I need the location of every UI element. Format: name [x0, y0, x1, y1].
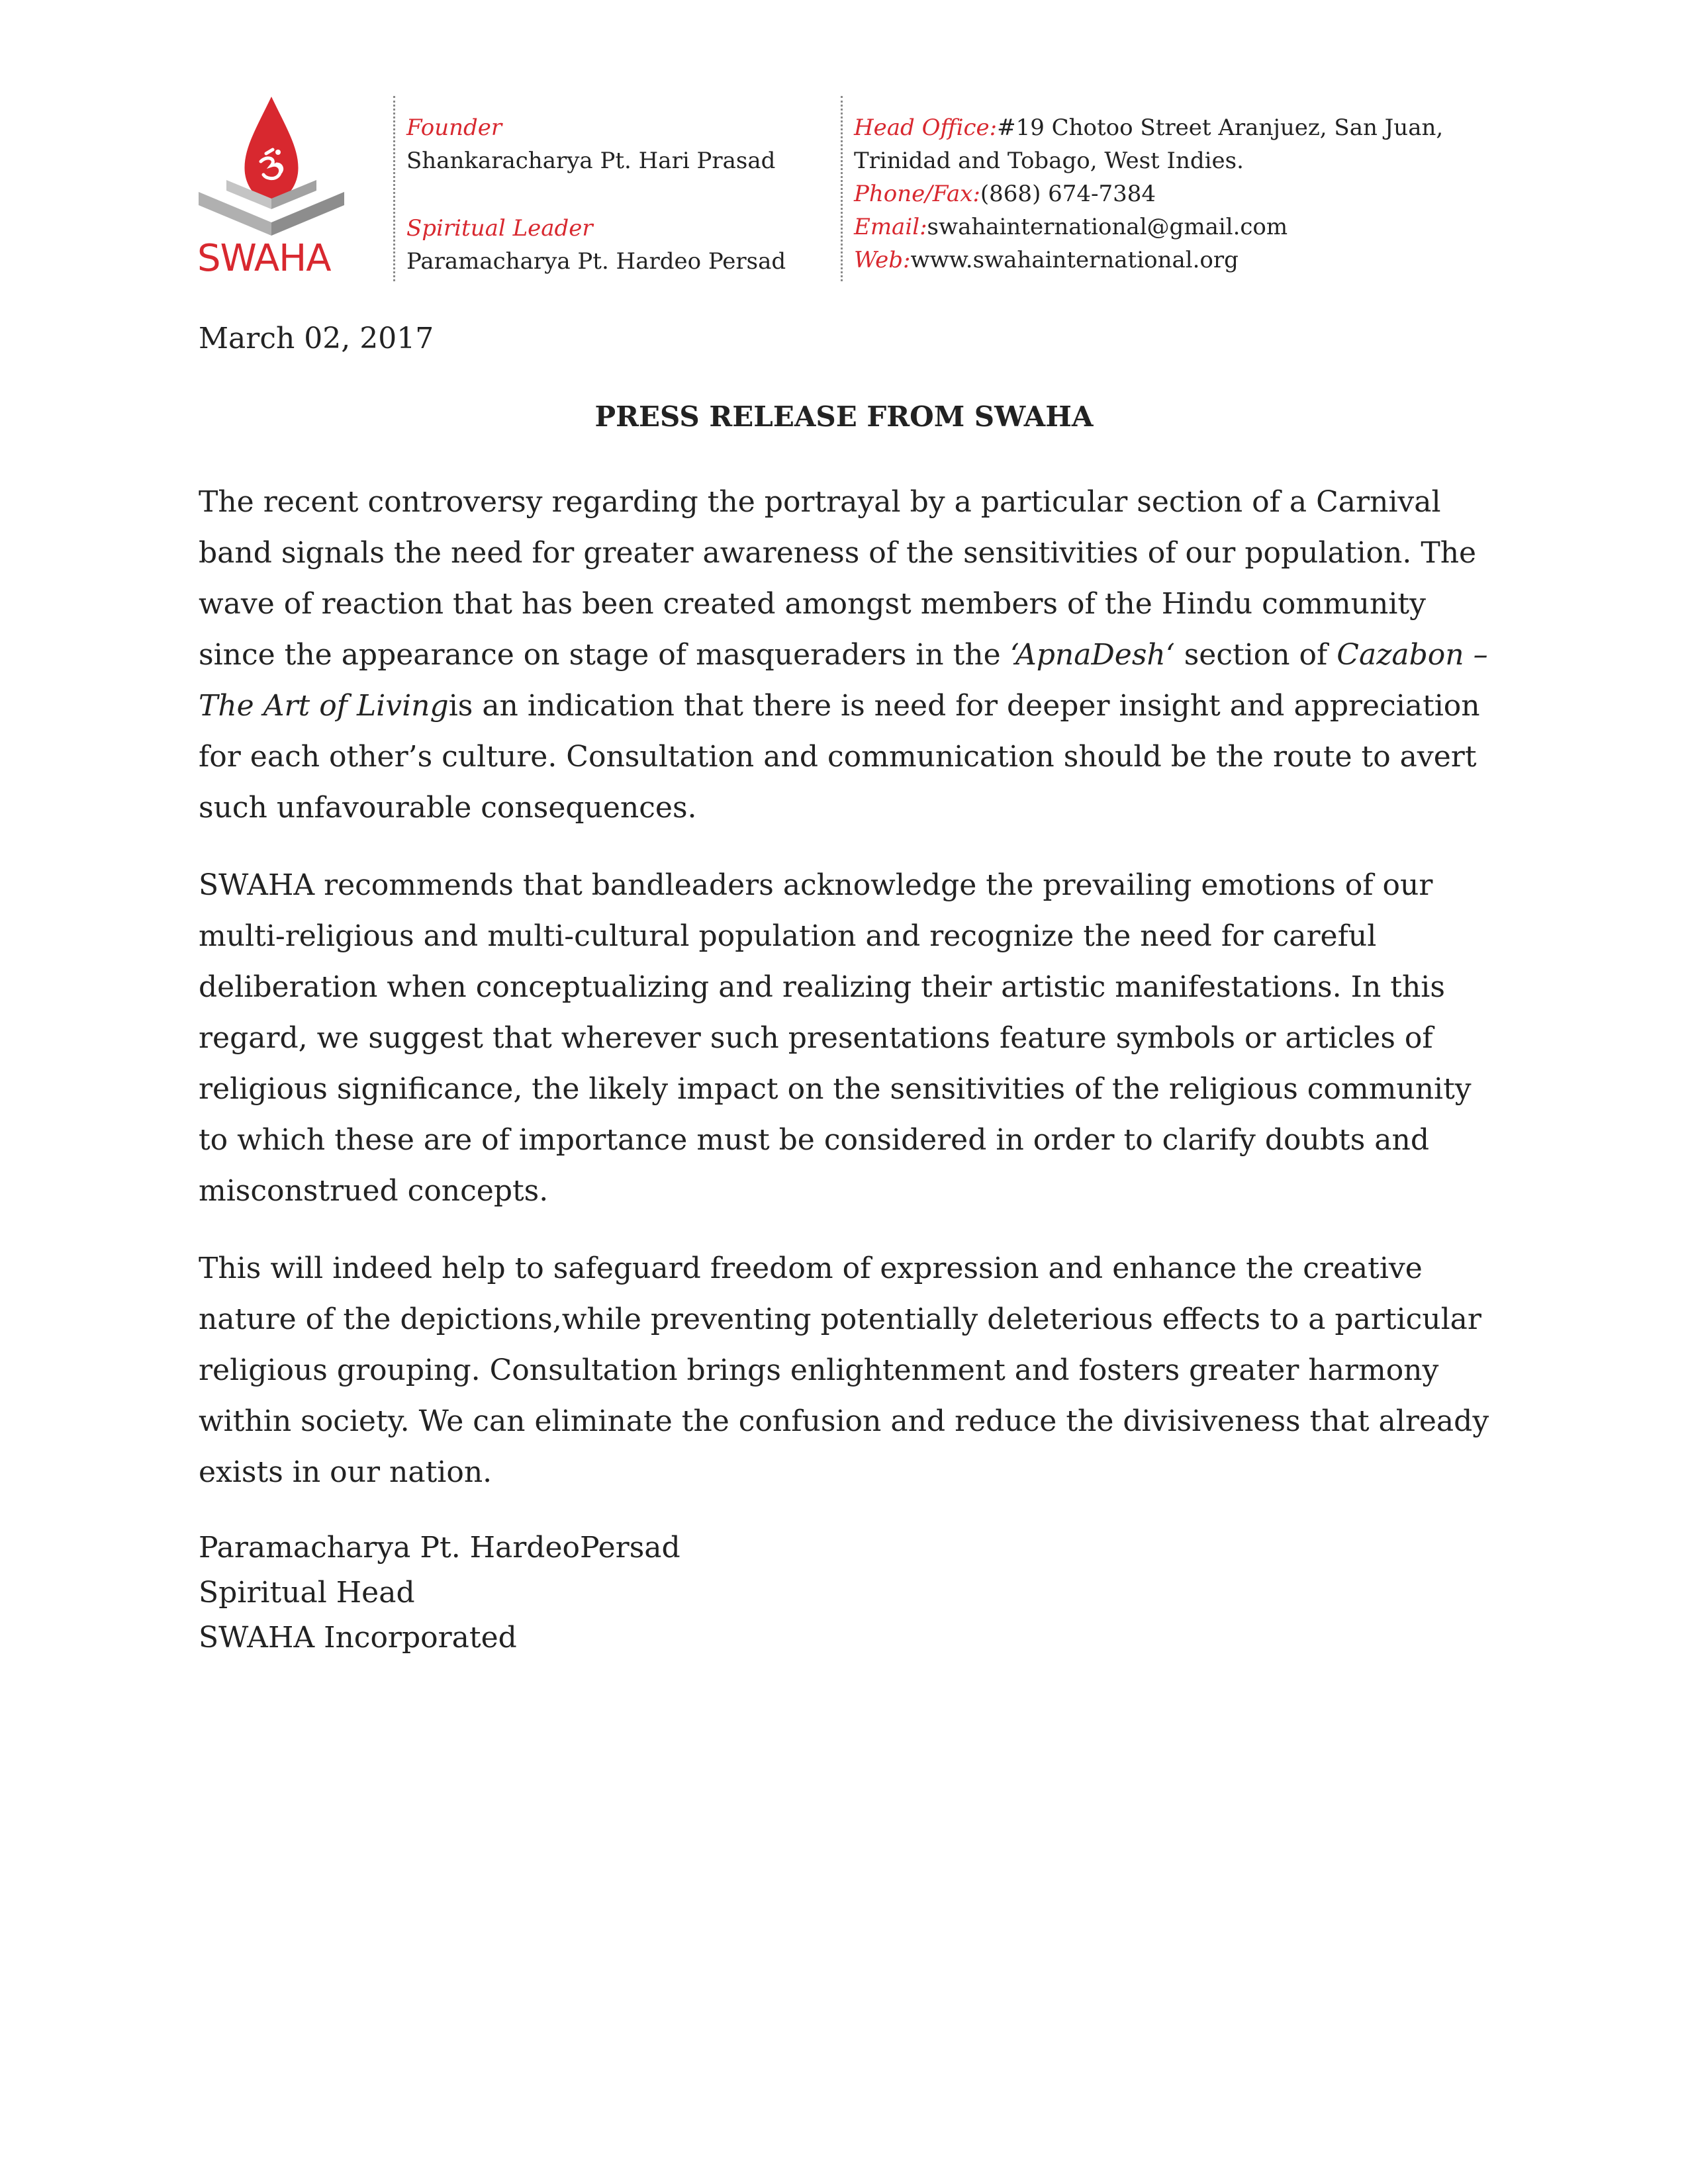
email-address[interactable]: swahainternational@gmail.com: [927, 214, 1288, 240]
web-line: [854, 244, 1443, 277]
paragraph-3: This will indeed help to safeguard freedom of expression and enhance the creative nature of the depictions,while preventing potentially deleterious effects to a particular religious grouping. Consultation brings enlightenment and fosters greater harmony within society. We can eliminate the confusion and reduce the divisiveness that already exists in our nation.: [199, 1251, 1489, 1489]
section-name: ‘ApnaDesh‘: [1009, 638, 1175, 672]
logo-wordmark: SWAHA: [197, 237, 331, 280]
page-title: PRESS RELEASE FROM SWAHA: [594, 400, 1094, 433]
phone-number: (868) 674-7384: [980, 181, 1156, 207]
founder-name: Shankaracharya Pt. Hari Prasad: [406, 148, 776, 174]
signatory-org: SWAHA Incorporated: [199, 1621, 517, 1655]
phone-line: [854, 177, 1443, 210]
office-address-line2: Trinidad and Tobago, West Indies.: [854, 148, 1244, 174]
phone-label: Phone/Fax:: [854, 181, 980, 207]
header-divider: [841, 96, 843, 281]
web-label: Web:: [854, 247, 911, 273]
p1-text-e: is an indication that there is need for deeper insight and appreciation for each other’s culture. Consultation and communication should be the route to avert such unfavourable consequences.: [199, 689, 1480, 825]
contact-block: [854, 111, 1443, 277]
p1-text-c: section of: [1174, 638, 1337, 672]
leader-label: Spiritual Leader: [406, 215, 593, 242]
band-name: Cazabon – The Art of Living: [199, 638, 1488, 723]
website-link[interactable]: www.swahainternational.org: [910, 247, 1239, 273]
paragraph-1: [199, 477, 1496, 833]
signatory-name: Paramacharya Pt. HardeoPersad: [199, 1531, 680, 1565]
p1-text-a: The recent controversy regarding the portrayal by a particular section of a Carnival band signals the need for greater awareness of the sensitivities of our population. The wave of reaction that has been created amongst members of the Hindu community since the appearance on stage of masqueraders in the: [199, 485, 1477, 672]
header-divider: [393, 96, 395, 281]
office-label: Head Office:: [854, 114, 998, 141]
swaha-logo: [192, 93, 351, 285]
leader-name: Paramacharya Pt. Hardeo Persad: [406, 248, 786, 275]
paragraph-2: SWAHA recommends that bandleaders acknowledge the prevailing emotions of our multi-religious and multi-cultural population and recognize the need for careful deliberation when conceptualizing and realizing their artistic manifestations. In this regard, we suggest that wherever such presentations feature symbols or articles of religious significance, the likely impact on the sensitivities of the religious community to which these are of importance must be considered in order to clarify doubts and misconstrued concepts.: [199, 868, 1472, 1208]
leadership-block: [406, 111, 786, 278]
office-address: #19 Chotoo Street Aranjuez, San Juan,: [997, 114, 1444, 141]
email-label: Email:: [854, 214, 927, 240]
founder-label: Founder: [406, 114, 502, 141]
letter-body: [199, 477, 1496, 1524]
signatory-role: Spiritual Head: [199, 1576, 415, 1610]
flame-om-logo-icon: [192, 93, 351, 238]
letter-date: March 02, 2017: [199, 322, 434, 355]
signature-block: [199, 1525, 680, 1661]
email-line: [854, 210, 1443, 244]
office-line: [854, 111, 1443, 144]
